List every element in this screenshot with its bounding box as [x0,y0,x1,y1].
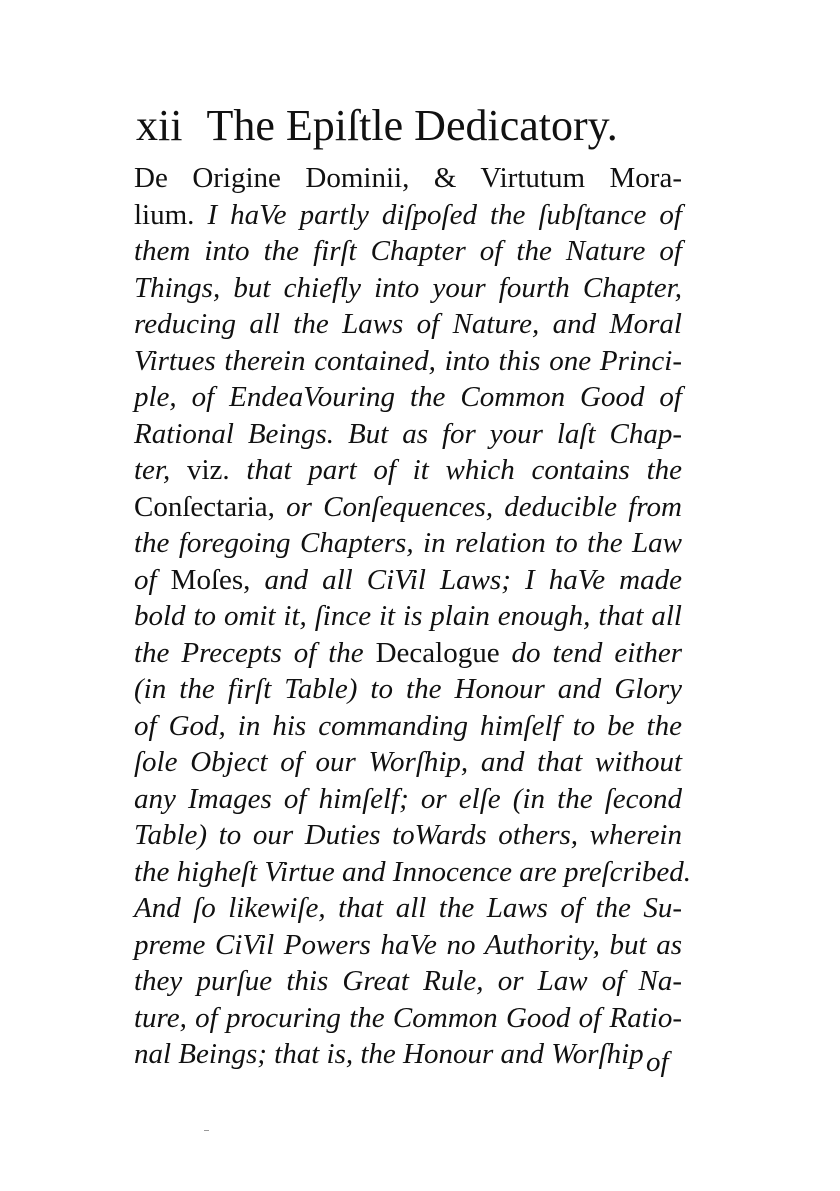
text-line [134,306,682,343]
text-line [134,708,682,745]
text-line [134,963,682,1000]
text-line [134,379,682,416]
text-segment: Virtues therein contained, into this one Princi- [134,344,682,377]
text-segment: Decalogue [375,636,500,669]
text-segment: or Conſequences, deducible from [286,490,682,523]
text-line [134,854,692,891]
text-segment: the foregoing Chapters, in relation to the Law [134,527,682,559]
text-segment: them into the firſt Chapter of the Nature of [134,235,682,267]
text-line [134,598,682,635]
text-segment: do tend either [499,636,683,669]
text-segment: ture, of procuring the Common Good of Ratio- [134,1001,682,1034]
catchword: of [646,1046,669,1078]
page-header [136,100,696,160]
text-line [134,671,682,708]
page-number: xii [136,101,183,150]
text-segment: of God, in his commanding himſelf to be the [134,709,682,742]
text-segment: De Origine Dominii, & Virtutum Mora- [134,162,682,194]
paper-speck [204,1130,209,1131]
text-segment: bold to omit it, ſince it is plain enough, that all [134,600,682,632]
text-segment: Conſectaria, [134,490,287,523]
text-line [134,562,682,599]
text-line [134,635,682,672]
text-segment: ter, [134,454,187,486]
text-segment: And ſo likewiſe, that all the Laws of the Su- [134,892,682,924]
text-line [134,160,682,197]
text-line [134,525,682,562]
text-line [134,890,682,927]
text-line [134,343,682,380]
text-line [134,744,682,781]
text-line [134,197,682,234]
text-segment: the Precepts of the [134,636,376,669]
text-segment: ple, of EndeaVouring the Common Good of [134,381,682,413]
text-segment: preme CiVil Powers haVe no Authority, but as [134,928,682,961]
text-line [134,781,682,818]
body-text [134,160,692,1073]
text-line [134,489,682,526]
text-segment: nal Beings; that is, the Honour and Worſhip [134,1038,644,1070]
text-line [134,1000,682,1037]
text-line [134,817,682,854]
text-segment: Table) to our Duties toWards others, wherein [134,819,682,851]
text-line [134,233,682,270]
text-segment: reducing all the Laws of Nature, and Moral [134,308,682,340]
text-segment: they purſue this Great Rule, or Law of Na- [134,965,682,997]
text-line [134,1036,682,1073]
text-segment: and all CiVil Laws; I haVe made [264,563,682,596]
text-segment: (in the firſt Table) to the Honour and Glory [134,673,682,705]
text-segment: any Images of himſelf; or elſe (in the ſecond [134,782,682,815]
text-segment: I haVe partly diſpoſed the ſubſtance of [207,198,682,231]
text-segment: Things, but chiefly into your fourth Chapter, [134,271,682,304]
text-segment: the higheſt Virtue and Innocence are preſcribed. [134,855,692,888]
text-segment: Rational Beings. But as for your laſt Chap- [134,417,682,450]
text-line [134,452,682,489]
text-segment: viz. [187,454,230,486]
text-segment: lium. [134,198,208,231]
text-segment: of [134,563,171,596]
text-segment: ſole Object of our Worſhip, and that without [134,746,682,778]
text-line [134,416,682,453]
text-segment: that part of it which contains the [229,454,682,486]
running-title: The Epiſtle Dedicatory. [206,101,618,150]
text-line [134,927,682,964]
text-line [134,270,682,307]
text-segment: Moſes, [170,563,265,596]
